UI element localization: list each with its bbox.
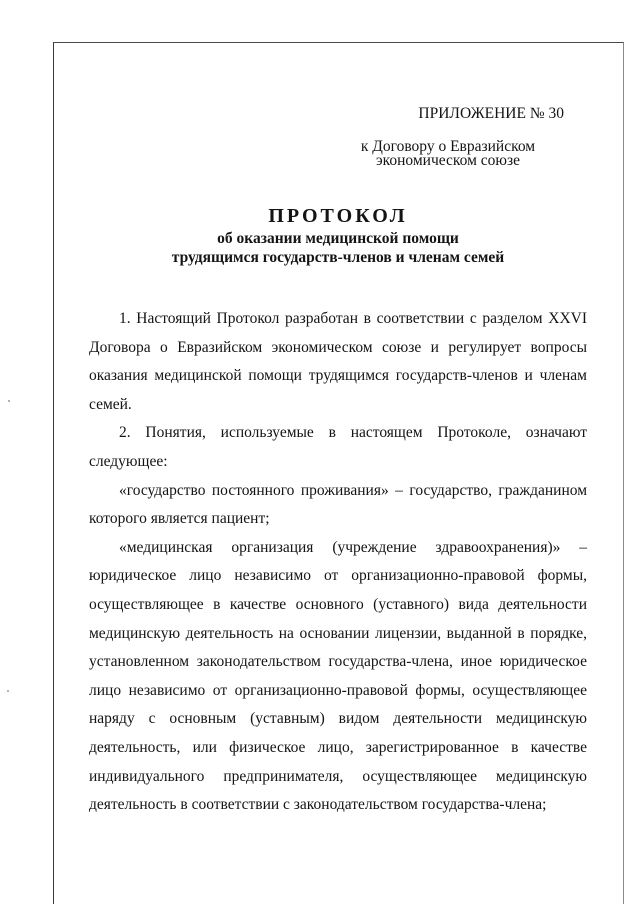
document-subtitle-line1: об оказании медицинской помощи xyxy=(217,230,459,247)
document-title: ПРОТОКОЛ xyxy=(268,205,408,227)
definition-medical-organization: «медицинская организация (учреждение здравоохранения)» – юридическое лицо независимо от организационно-правовой формы, осуществляющее в качестве основного (уставного) вида деятельности медицинскую деятельность на основании лицензии, выданной в порядке, установленном законодательством государства-члена, иное юридическое лицо независимо от организационно-правовой формы, осуществляющее наряду с основным (уставным) видом деятельности медицинскую деятельность, или физическое лицо, зарегистрированное в качестве индивидуального предпринимателя, осуществляющее медицинскую деятельность в соответствии с законодательством государства-члена; xyxy=(89,538,587,814)
paragraph-1: 1. Настоящий Протокол разработан в соответствии с разделом XXVI Договора о Евразийском экономическом союзе и регулирует вопросы оказания медицинской помощи трудящимся государств-членов и членам семей. xyxy=(89,310,587,413)
scan-artifact xyxy=(7,690,9,692)
scan-artifact xyxy=(8,400,10,402)
document-body xyxy=(89,305,587,820)
appendix-number: ПРИЛОЖЕНИЕ № 30 xyxy=(418,105,564,122)
definition-residence-state: «государство постоянного проживания» – государство, гражданином которого является пациент; xyxy=(89,481,587,528)
appendix-reference-line2: экономическом союзе xyxy=(375,152,521,169)
appendix-reference-line1: к Договору о Евразийском xyxy=(360,138,536,155)
paragraph-2: 2. Понятия, используемые в настоящем Протоколе, означают следующее: xyxy=(89,424,587,470)
document-subtitle-line2: трудящимся государств-членов и членам семей xyxy=(171,249,505,266)
